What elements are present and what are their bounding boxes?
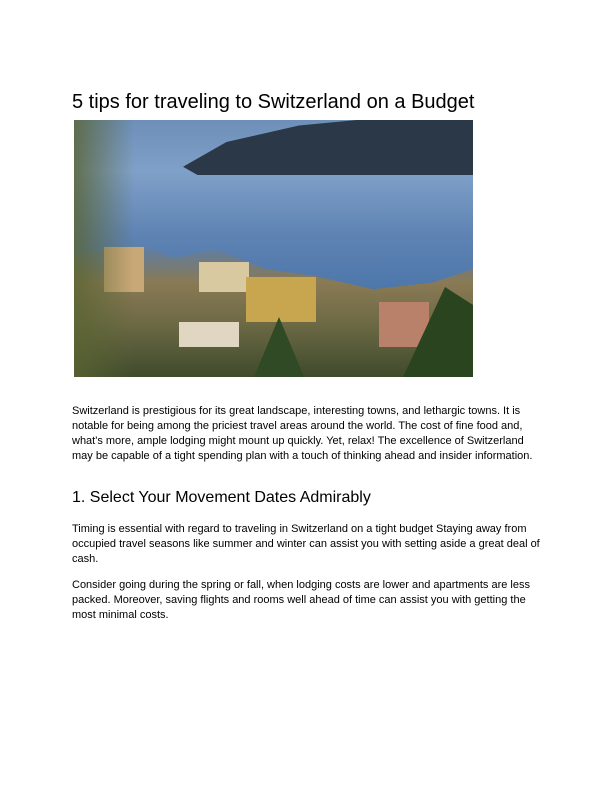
page-title: 5 tips for traveling to Switzerland on a Budget <box>72 91 475 113</box>
intro-paragraph: Switzerland is prestigious for its great landscape, interesting towns, and lethargic towns. It is notable for being among the priciest travel areas around the world. The cost of fine food and, what's more, ample lodging might mount up quickly. Yet, relax! The excellence of Switzerland may be capable of a tight spending plan with a touch of thinking ahead and insider information. <box>72 405 533 462</box>
section-paragraph: Consider going during the spring or fall, when lodging costs are lower and apartments are less packed. Moreover, saving flights and rooms well ahead of time can assist you with getting the most minimal costs. <box>72 579 530 621</box>
building <box>246 277 316 322</box>
mountain <box>183 120 473 175</box>
section-heading: 1. Select Your Movement Dates Admirably <box>72 489 371 506</box>
lake-town-photo <box>74 120 473 377</box>
building <box>199 262 249 292</box>
foreground-foliage <box>74 120 134 377</box>
section-paragraph: Timing is essential with regard to traveling in Switzerland on a tight budget Staying away from occupied travel seasons like summer and winter can assist you with setting aside a great deal of cash. <box>72 523 540 565</box>
building <box>179 322 239 347</box>
